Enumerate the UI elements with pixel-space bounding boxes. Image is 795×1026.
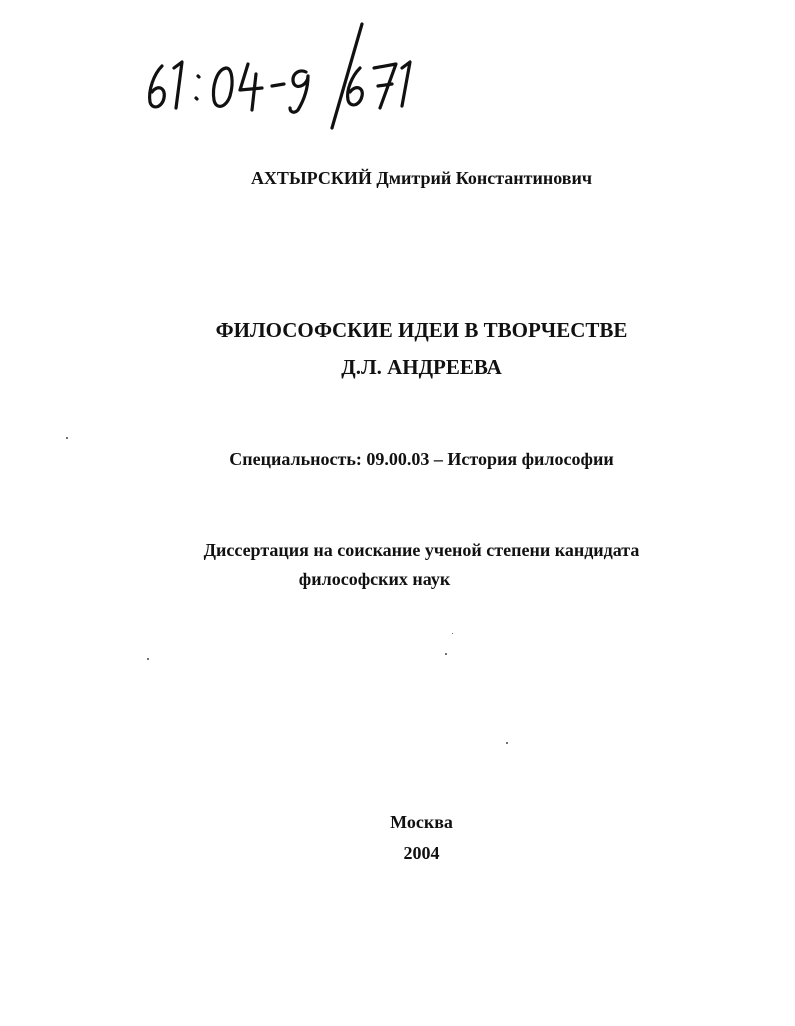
scan-speck bbox=[147, 658, 149, 660]
degree-statement-line-2-wrapper bbox=[0, 569, 795, 590]
author-name: АХТЫРСКИЙ Дмитрий Константинович bbox=[250, 168, 593, 188]
dissertation-title-line-2: Д.Л. АНДРЕЕВА bbox=[341, 355, 502, 379]
handwritten-catalog-number bbox=[140, 18, 440, 138]
dissertation-title-line-1: ФИЛОСОФСКИЕ ИДЕИ В ТВОРЧЕСТВЕ bbox=[215, 318, 628, 342]
degree-statement-line-1: Диссертация на соискание ученой степени кандидата bbox=[203, 540, 640, 560]
degree-statement-line-2: философских наук bbox=[298, 569, 451, 589]
scan-speck bbox=[506, 742, 508, 744]
city: Москва bbox=[390, 812, 453, 832]
specialty-line: Специальность: 09.00.03 – История философии bbox=[229, 449, 614, 469]
scan-speck bbox=[445, 653, 447, 655]
scan-speck bbox=[452, 633, 453, 634]
handwritten-code-drawing bbox=[140, 18, 440, 138]
year: 2004 bbox=[403, 843, 440, 863]
scan-speck bbox=[66, 437, 68, 439]
